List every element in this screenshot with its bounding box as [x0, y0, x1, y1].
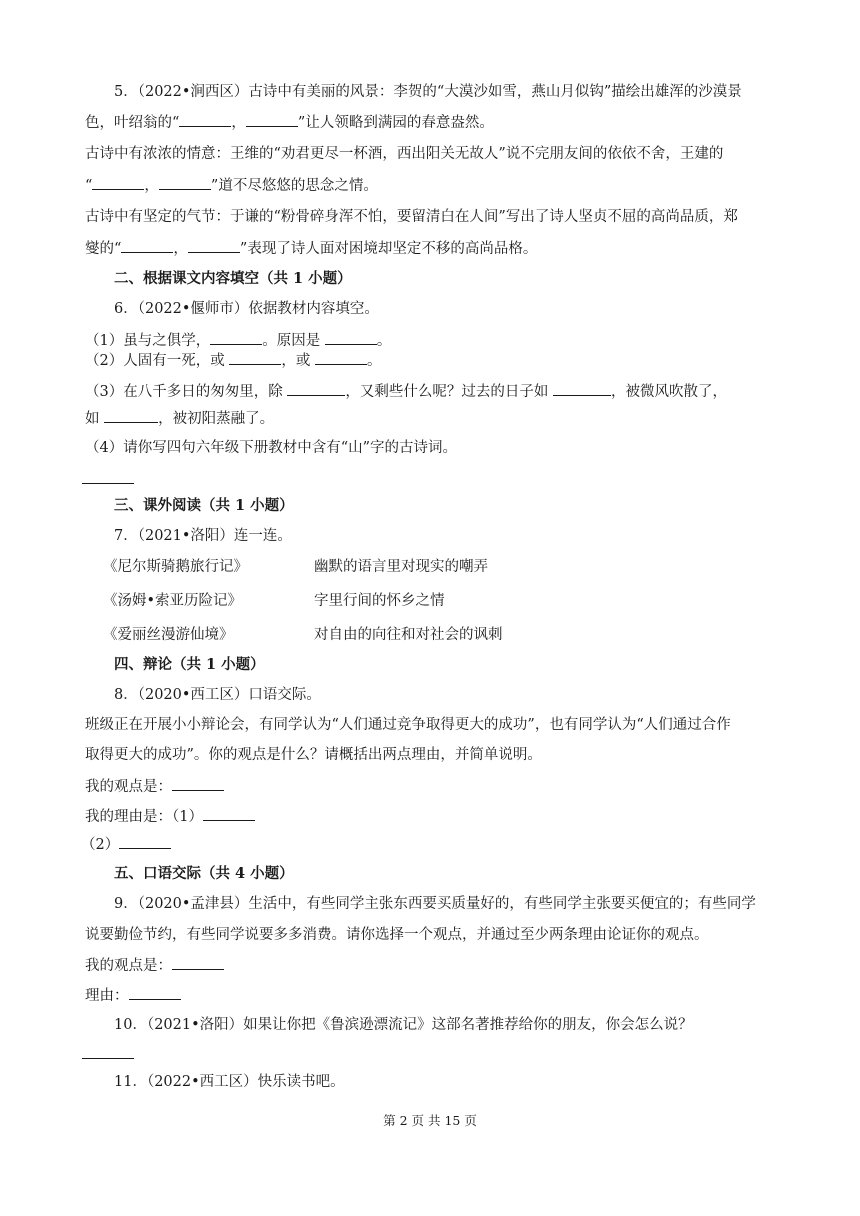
answer-blank[interactable] — [119, 834, 171, 849]
q8-line-1: 班级正在开展小小辩论会，有同学认为“人们通过竞争取得更大的成功”，也有同学认为“人们通过合作 — [85, 717, 731, 733]
section-3-title: 三、课外阅读（共 1 小题） — [114, 497, 294, 514]
q5-line-2 — [85, 112, 494, 133]
q6-sub-3-cont — [85, 408, 274, 429]
q5-line-3: 古诗中有浓浓的情意：王维的“劝君更尽一杯酒，西出阳关无故人”说不完朋友间的依依不舍，王建的 — [85, 146, 724, 162]
q5-line-1: 5．（2022•涧西区）古诗中有美丽的风景：李贺的“大漠沙如雪，燕山月似钩”描绘出雄浑的沙漠景 — [114, 84, 742, 100]
q6-sub-3-e: ，被初阳蒸融了。 — [158, 411, 275, 427]
q9-view-label: 我的观点是： — [85, 958, 172, 974]
q8-reason — [85, 806, 255, 827]
answer-blank[interactable] — [287, 381, 345, 396]
q5-sep: ， — [144, 178, 159, 194]
q5-line-2-text: 色，叶绍翁的“ — [85, 115, 180, 131]
q6-sub-3-d: 如 — [85, 411, 105, 427]
answer-blank[interactable] — [92, 175, 144, 190]
match-book-1[interactable]: 《尼尔斯骑鹅旅行记》 — [103, 559, 248, 575]
answer-blank[interactable] — [315, 350, 367, 365]
q6-sub-1-b: 。原因是 — [262, 333, 325, 349]
q6-sub-1 — [85, 330, 391, 351]
answer-blank[interactable] — [159, 175, 211, 190]
answer-blank[interactable] — [172, 776, 224, 791]
q5-line-6 — [85, 238, 537, 259]
q5-line-4-tail: ”道不尽悠悠的思念之情。 — [210, 178, 378, 194]
q5-sep: ， — [173, 241, 188, 257]
q6-answer-line[interactable] — [82, 483, 134, 484]
answer-blank[interactable] — [121, 238, 173, 253]
answer-blank[interactable] — [246, 112, 298, 127]
q5-line-2-tail: ”让人领略到满园的春意盎然。 — [297, 115, 494, 131]
match-book-3[interactable]: 《爱丽丝漫游仙境》 — [103, 627, 234, 643]
q5-sep: ， — [231, 115, 246, 131]
q8-view — [85, 776, 224, 797]
q9-reason-label: 理由： — [85, 988, 129, 1004]
answer-blank[interactable] — [325, 330, 377, 345]
answer-blank[interactable] — [172, 955, 224, 970]
q6-sub-1-a: （1）虽与之俱学， — [85, 333, 211, 349]
match-theme-2[interactable]: 字里行间的怀乡之情 — [314, 593, 445, 609]
q8-head: 8．（2020•西工区）口语交际。 — [114, 687, 321, 703]
q6-sub-4: （4）请你写四句六年级下册教材中含有“山”字的古诗词。 — [85, 440, 458, 456]
answer-blank[interactable] — [210, 330, 262, 345]
q6-sub-2-c: 。 — [366, 353, 382, 369]
answer-blank[interactable] — [188, 238, 240, 253]
q11-head: 11．（2022•西工区）快乐读书吧。 — [114, 1074, 345, 1090]
q6-sub-3 — [85, 381, 727, 402]
q9-view — [85, 955, 224, 976]
q6-sub-2-a: （2）人固有一死，或 — [85, 353, 230, 369]
answer-blank[interactable] — [203, 806, 255, 821]
q8-view-label: 我的观点是： — [85, 779, 172, 795]
answer-blank[interactable] — [129, 985, 181, 1000]
q6-sub-2 — [85, 350, 381, 371]
q8-reason-label: 我的理由是：（1） — [85, 809, 203, 825]
q7-head: 7．（2021•洛阳）连一连。 — [114, 528, 292, 544]
q6-sub-3-a: （3）在八千多日的匆匆里，除 — [85, 384, 288, 400]
q9-line-1: 9．（2020•孟津县）生活中，有些同学主张东西要买质量好的，有些同学主张要买便宜的；有些同学 — [114, 896, 756, 912]
q6-sub-2-b: ，或 — [281, 353, 315, 369]
section-2-title: 二、根据课文内容填空（共 1 小题） — [114, 270, 352, 287]
q9-reason — [85, 985, 181, 1006]
match-theme-3[interactable]: 对自由的向往和对社会的讽刺 — [314, 627, 503, 643]
q8-reason-2 — [81, 834, 171, 855]
section-5-title: 五、口语交际（共 4 小题） — [114, 865, 294, 882]
q6-head: 6．（2022•偃师市）依据教材内容填空。 — [114, 301, 379, 317]
q5-line-5: 古诗中有坚定的气节：于谦的“粉骨碎身浑不怕，要留清白在人间”写出了诗人坚贞不屈的高尚品质，郑 — [85, 209, 738, 225]
q6-sub-3-b: ，又剩些什么呢？过去的日子如 — [345, 384, 553, 400]
q9-line-2: 说要勤俭节约，有些同学说要多多消费。请你选择一个观点，并通过至少两条理由论证你的观点。 — [85, 927, 709, 943]
q5-line-4 — [85, 175, 378, 196]
q6-sub-3-c: ，被微风吹散了， — [610, 384, 727, 400]
q10-answer-line[interactable] — [82, 1058, 134, 1059]
match-theme-1[interactable]: 幽默的语言里对现实的嘲弄 — [314, 559, 488, 575]
q5-line-6-tail: ”表现了诗人面对困境却坚定不移的高尚品格。 — [239, 241, 538, 257]
q5-line-4-open: “ — [85, 178, 93, 194]
answer-blank[interactable] — [553, 381, 611, 396]
page-footer: 第 2 页 共 15 页 — [383, 1113, 477, 1128]
q6-sub-1-c: 。 — [376, 333, 392, 349]
answer-blank[interactable] — [179, 112, 231, 127]
q8-line-2: 取得更大的成功”。你的观点是什么？请概括出两点理由，并简单说明。 — [85, 747, 542, 763]
q8-reason-2-label: （2） — [81, 837, 120, 853]
match-book-2[interactable]: 《汤姆•索亚历险记》 — [103, 593, 243, 609]
q5-line-6-text: 燮的“ — [85, 241, 122, 257]
answer-blank[interactable] — [229, 350, 281, 365]
answer-blank[interactable] — [104, 408, 158, 423]
section-4-title: 四、辩论（共 1 小题） — [114, 656, 265, 673]
q10-head: 10．（2021•洛阳）如果让你把《鲁滨逊漂流记》这部名著推荐给你的朋友，你会怎么说？ — [114, 1017, 693, 1033]
